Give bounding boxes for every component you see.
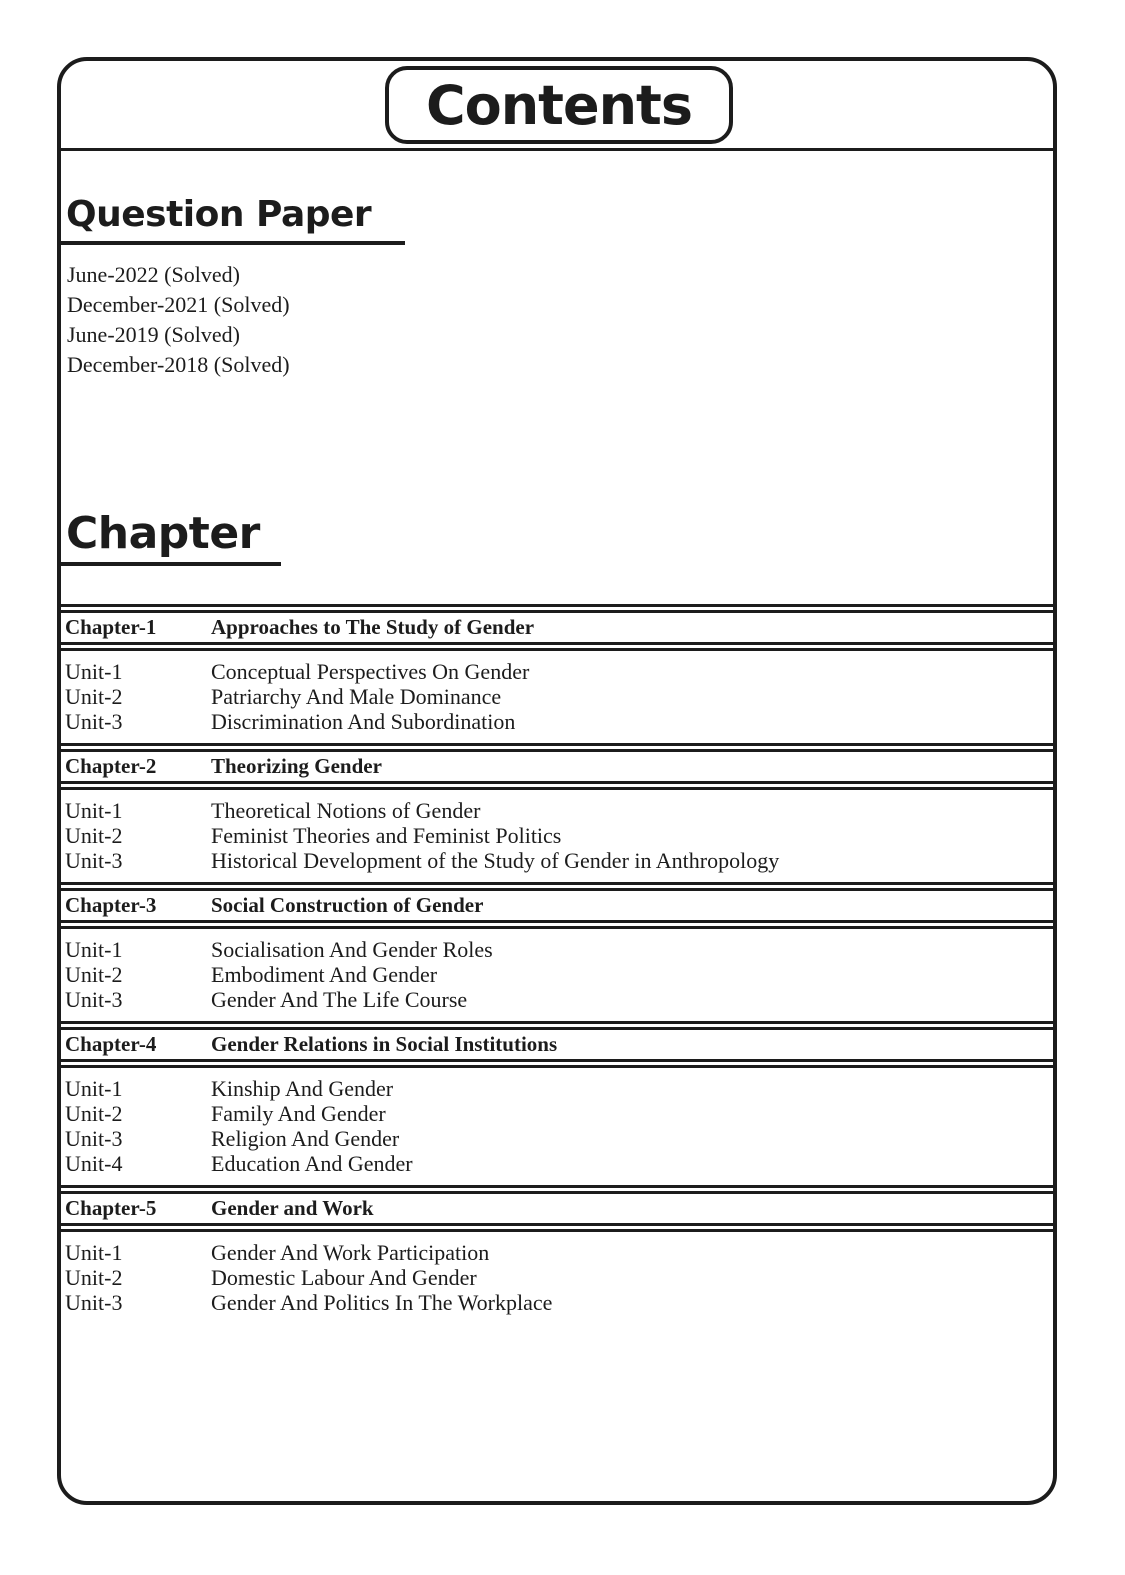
double-rule — [61, 882, 1057, 891]
unit-title: Patriarchy And Male Dominance — [211, 684, 502, 709]
chapter-number: Chapter-5 — [65, 1196, 157, 1220]
unit-number: Unit-2 — [65, 823, 123, 848]
chapter-title: Theorizing Gender — [211, 754, 382, 778]
question-paper-underline — [61, 241, 405, 245]
unit-title: Conceptual Perspectives On Gender — [211, 659, 530, 684]
header-divider — [59, 148, 1055, 151]
page-title — [385, 66, 733, 144]
chapter-row[interactable] — [61, 1194, 1057, 1223]
unit-row[interactable] — [61, 709, 1057, 734]
unit-row[interactable] — [61, 1101, 1057, 1126]
unit-title: Theoretical Notions of Gender — [211, 798, 481, 823]
unit-row[interactable] — [61, 848, 1057, 873]
question-paper-item[interactable]: June-2022 (Solved) — [67, 262, 240, 287]
unit-row[interactable] — [61, 987, 1057, 1012]
unit-title: Kinship And Gender — [211, 1076, 394, 1101]
double-rule — [61, 604, 1057, 613]
unit-title: Historical Development of the Study of Gender in Anthropology — [211, 848, 780, 873]
unit-number: Unit-3 — [65, 1126, 123, 1151]
unit-list — [61, 1232, 1057, 1324]
question-paper-heading: Question Paper — [66, 194, 372, 235]
unit-number: Unit-4 — [65, 1151, 123, 1176]
unit-title: Gender And Work Participation — [211, 1240, 490, 1265]
chapter-row[interactable] — [61, 891, 1057, 920]
unit-title: Domestic Labour And Gender — [211, 1265, 477, 1290]
unit-title: Feminist Theories and Feminist Politics — [211, 823, 562, 848]
unit-number: Unit-2 — [65, 962, 123, 987]
unit-title: Gender And Politics In The Workplace — [211, 1290, 553, 1315]
unit-list — [61, 790, 1057, 882]
unit-number: Unit-1 — [65, 1240, 123, 1265]
chapter-number: Chapter-3 — [65, 893, 157, 917]
unit-number: Unit-2 — [65, 1265, 123, 1290]
unit-title: Gender And The Life Course — [211, 987, 468, 1012]
unit-row[interactable] — [61, 962, 1057, 987]
unit-row[interactable] — [61, 937, 1057, 962]
unit-number: Unit-3 — [65, 848, 123, 873]
unit-list — [61, 929, 1057, 1021]
unit-row[interactable] — [61, 1265, 1057, 1290]
chapter-heading: Chapter — [66, 508, 260, 559]
chapter-underline — [61, 562, 281, 566]
unit-number: Unit-1 — [65, 659, 123, 684]
question-paper-item[interactable]: December-2021 (Solved) — [67, 292, 290, 317]
unit-title: Family And Gender — [211, 1101, 386, 1126]
page-title-text: Contents — [425, 73, 692, 137]
unit-number: Unit-3 — [65, 1290, 123, 1315]
unit-number: Unit-2 — [65, 1101, 123, 1126]
unit-row[interactable] — [61, 798, 1057, 823]
double-rule — [61, 642, 1057, 651]
unit-row[interactable] — [61, 1290, 1057, 1315]
chapter-title: Approaches to The Study of Gender — [211, 615, 535, 639]
chapter-table — [61, 604, 1057, 1324]
unit-row[interactable] — [61, 659, 1057, 684]
unit-row[interactable] — [61, 1126, 1057, 1151]
question-paper-item[interactable]: December-2018 (Solved) — [67, 352, 290, 377]
double-rule — [61, 743, 1057, 752]
unit-number: Unit-3 — [65, 987, 123, 1012]
unit-row[interactable] — [61, 1076, 1057, 1101]
chapter-title: Gender and Work — [211, 1196, 374, 1220]
unit-row[interactable] — [61, 684, 1057, 709]
unit-title: Education And Gender — [211, 1151, 413, 1176]
double-rule — [61, 1185, 1057, 1194]
unit-number: Unit-1 — [65, 1076, 123, 1101]
unit-title: Religion And Gender — [211, 1126, 400, 1151]
double-rule — [61, 1021, 1057, 1030]
unit-row[interactable] — [61, 1151, 1057, 1176]
unit-title: Discrimination And Subordination — [211, 709, 516, 734]
double-rule — [61, 920, 1057, 929]
chapter-row[interactable] — [61, 613, 1057, 642]
question-paper-list — [67, 260, 290, 380]
unit-row[interactable] — [61, 1240, 1057, 1265]
unit-number: Unit-2 — [65, 684, 123, 709]
chapter-title: Social Construction of Gender — [211, 893, 484, 917]
unit-row[interactable] — [61, 823, 1057, 848]
unit-list — [61, 1068, 1057, 1185]
unit-title: Socialisation And Gender Roles — [211, 937, 493, 962]
chapter-number: Chapter-1 — [65, 615, 157, 639]
unit-number: Unit-3 — [65, 709, 123, 734]
unit-title: Embodiment And Gender — [211, 962, 438, 987]
chapter-number: Chapter-4 — [65, 1032, 157, 1056]
double-rule — [61, 781, 1057, 790]
unit-list — [61, 651, 1057, 743]
double-rule — [61, 1059, 1057, 1068]
chapter-title: Gender Relations in Social Institutions — [211, 1032, 558, 1056]
chapter-row[interactable] — [61, 1030, 1057, 1059]
unit-number: Unit-1 — [65, 937, 123, 962]
double-rule — [61, 1223, 1057, 1232]
unit-number: Unit-1 — [65, 798, 123, 823]
chapter-row[interactable] — [61, 752, 1057, 781]
question-paper-item[interactable]: June-2019 (Solved) — [67, 322, 240, 347]
chapter-number: Chapter-2 — [65, 754, 157, 778]
